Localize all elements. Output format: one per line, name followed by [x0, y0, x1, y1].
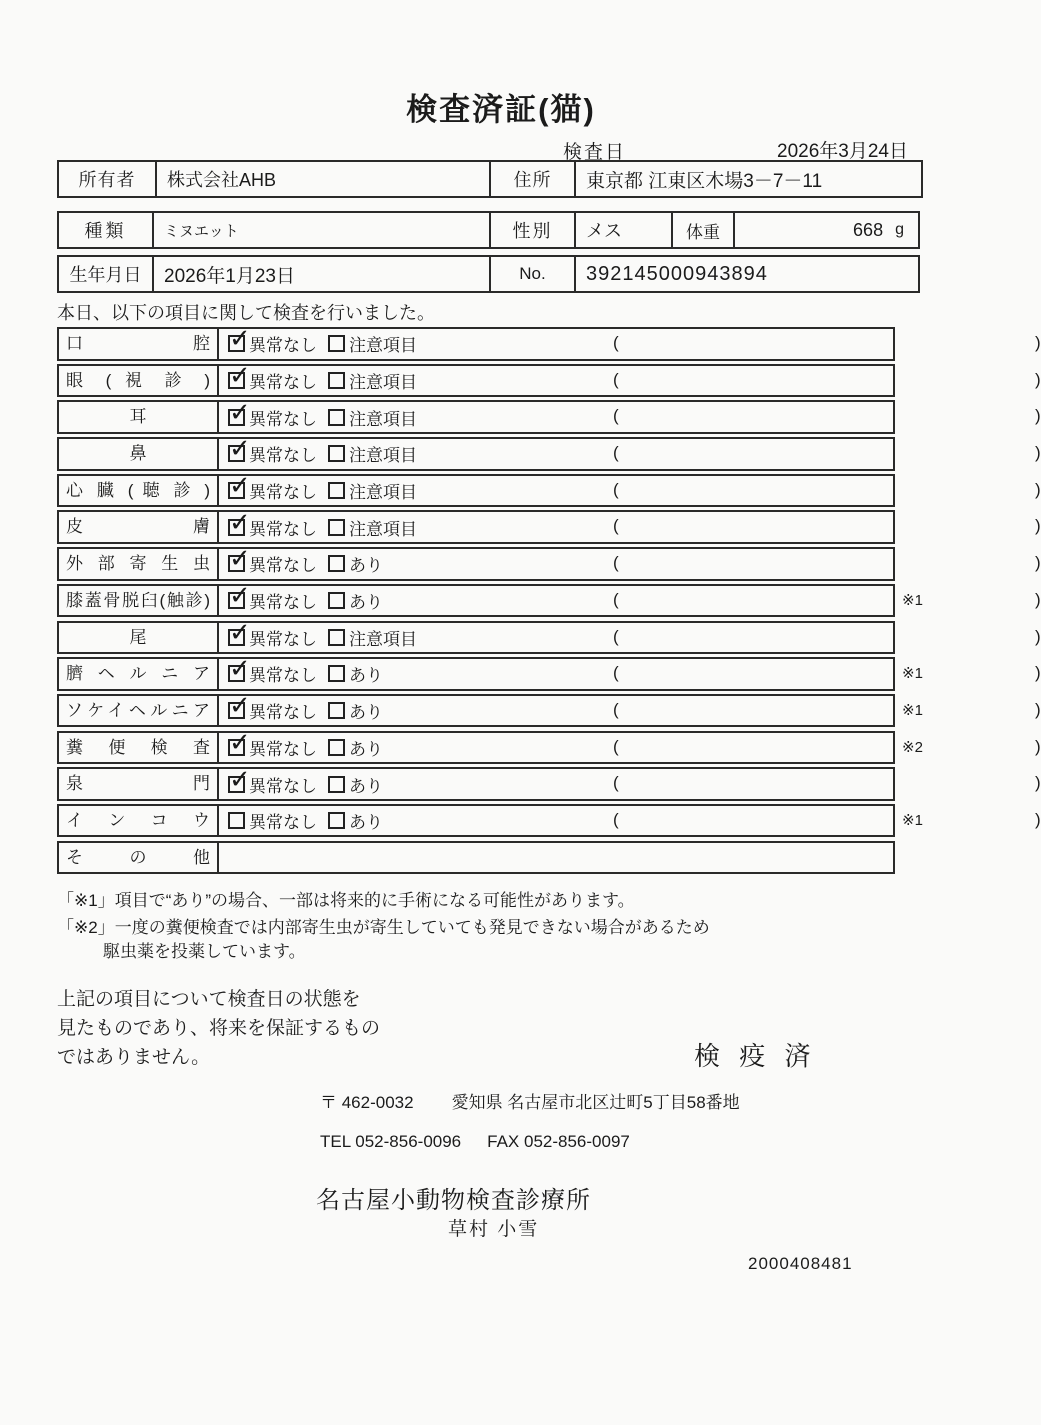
- result-ok-label: 異常なし: [249, 556, 317, 576]
- exam-row-content: [219, 366, 1041, 396]
- paren-open: (: [613, 443, 619, 463]
- exam-row: [57, 841, 895, 875]
- result-alt-label: あり: [349, 556, 383, 576]
- exam-row: [57, 584, 1041, 618]
- result-alt-label: あり: [349, 813, 383, 833]
- clinic-tel-line: [320, 1132, 630, 1152]
- result-ok-group: [228, 661, 328, 686]
- checkbox-empty-icon: [328, 409, 345, 426]
- disclaimer: [57, 985, 380, 1072]
- result-alt-label: あり: [349, 776, 383, 796]
- exam-row-label: 外 部 寄 生 虫: [59, 549, 219, 579]
- owner-label: 所有者: [59, 162, 157, 196]
- exam-row-label: 眼 ( 視 診 ): [59, 366, 219, 396]
- result-alt-label: 注意項目: [349, 409, 417, 429]
- paren-open: (: [613, 663, 619, 683]
- paren-close: ): [1035, 443, 1041, 463]
- checkbox-empty-icon: [328, 665, 345, 682]
- page-title: 検査済証(猫): [406, 92, 596, 127]
- footnote-2-cont: 駆虫薬を投薬しています。: [103, 942, 306, 961]
- paren-close: ): [1035, 406, 1041, 426]
- result-ok-group: [228, 772, 328, 797]
- result-alt-label: 注意項目: [349, 336, 417, 356]
- footnote-ref: ※1: [902, 665, 923, 683]
- checkbox-checked-icon: [228, 776, 245, 793]
- result-ok-label: 異常なし: [249, 629, 317, 649]
- exam-row-content: [219, 549, 1041, 579]
- paren-close: ): [1035, 553, 1041, 573]
- result-alt-label: 注意項目: [349, 446, 417, 466]
- result-ok-group: [228, 625, 328, 650]
- result-ok-label: 異常なし: [249, 703, 317, 723]
- checkbox-checked-icon: [228, 335, 245, 352]
- footnote-ref: ※1: [902, 701, 923, 719]
- checkbox-empty-icon: [328, 739, 345, 756]
- checkbox-empty-icon: [328, 592, 345, 609]
- result-ok-group: [228, 698, 328, 723]
- paren-close: ): [1035, 369, 1041, 389]
- exam-row-content: [219, 512, 1041, 542]
- exam-row-content: [219, 329, 1041, 359]
- paren-open: (: [613, 699, 619, 719]
- clinic-name: 名古屋小動物検査診療所: [316, 1187, 591, 1214]
- checkbox-checked-icon: [228, 445, 245, 462]
- result-alt-label: 注意項目: [349, 629, 417, 649]
- checkbox-checked-icon: [228, 555, 245, 572]
- paren-close: ): [1035, 333, 1041, 352]
- exam-row-label: そ の 他: [59, 843, 219, 873]
- result-alt-group: [328, 661, 383, 686]
- exam-row-content: [219, 843, 893, 873]
- checkbox-checked-icon: [228, 482, 245, 499]
- weight-number: 668: [853, 219, 884, 240]
- exam-row-label: 口 腔: [59, 329, 219, 359]
- result-ok-group: [228, 515, 328, 540]
- result-alt-group: [328, 588, 383, 613]
- paren-close: ): [1035, 663, 1041, 683]
- paren-open: (: [613, 553, 619, 573]
- checkbox-checked-icon: [228, 592, 245, 609]
- checkbox-checked-icon: [228, 372, 245, 389]
- checkbox-empty-icon: [228, 812, 245, 829]
- exam-row-content: [219, 659, 1041, 689]
- footnote-ref: ※1: [902, 591, 923, 609]
- result-alt-group: [328, 625, 417, 650]
- inspection-date-value: 2026年3月24日: [777, 141, 908, 162]
- exam-row: [57, 474, 1041, 508]
- result-alt-label: あり: [349, 703, 383, 723]
- disclaimer-line-2: 見たものであり、将来を保証するもの: [57, 1018, 381, 1039]
- exam-row-label: 心 臓 ( 聴 診 ): [59, 476, 219, 506]
- exam-row: [57, 731, 1041, 765]
- owner-address-table: [57, 160, 923, 198]
- checkbox-checked-icon: [228, 702, 245, 719]
- exam-row-label: 皮 膚: [59, 512, 219, 542]
- exam-row-content: [219, 586, 1041, 616]
- paren-close: ): [1035, 699, 1041, 719]
- exam-row: [57, 547, 1041, 581]
- clinic-address: 愛知県 名古屋市北区辻町5丁目58番地: [451, 1093, 740, 1112]
- result-ok-label: 異常なし: [249, 336, 317, 356]
- exam-row-content: [219, 402, 1041, 432]
- result-alt-label: あり: [349, 739, 383, 759]
- paren-open: (: [613, 626, 619, 646]
- breed-value: ミヌエット: [154, 213, 491, 247]
- checkbox-checked-icon: [228, 629, 245, 646]
- result-ok-group: [228, 405, 328, 430]
- checkbox-empty-icon: [328, 519, 345, 536]
- checkbox-checked-icon: [228, 519, 245, 536]
- result-alt-group: [328, 405, 417, 430]
- result-ok-group: [228, 368, 328, 393]
- sex-label: 性別: [491, 213, 576, 247]
- result-ok-label: 異常なし: [249, 483, 317, 502]
- result-ok-label: 異常なし: [249, 666, 317, 686]
- paren-close: ): [1035, 479, 1041, 499]
- exam-row-label: 鼻: [59, 439, 219, 469]
- address-label: 住所: [491, 162, 576, 196]
- birth-label: 生年月日: [59, 257, 154, 291]
- address-value: 東京都 江東区木場3－7－11: [586, 170, 823, 192]
- breed-sex-weight-table: [57, 211, 920, 249]
- exam-row: [57, 657, 1041, 691]
- paren-close: ): [1035, 736, 1041, 756]
- exam-row: [57, 327, 1041, 361]
- exam-row: [57, 767, 1041, 801]
- result-alt-group: [328, 368, 417, 393]
- paren-close: ): [1035, 626, 1041, 646]
- result-ok-group: [228, 478, 328, 503]
- paren-open: (: [613, 589, 619, 609]
- exam-row-label: 尾: [59, 623, 219, 653]
- checkbox-empty-icon: [328, 812, 345, 829]
- checkbox-empty-icon: [328, 372, 345, 389]
- result-ok-group: [228, 588, 328, 613]
- weight-unit: g: [895, 221, 904, 238]
- footnote-1: 「※1」項目で“あり”の場合、一部は将来的に手術になる可能性があります。: [57, 891, 635, 910]
- weight-label: 体重: [673, 213, 735, 247]
- footnote-2: 「※2」一度の糞便検査では内部寄生虫が寄生していても発見できない場合があるため: [57, 918, 710, 937]
- disclaimer-line-1: 上記の項目について検査日の状態を: [57, 989, 361, 1010]
- exam-row-content: [219, 696, 1041, 726]
- serial-number: 2000408481: [748, 1254, 853, 1273]
- result-alt-group: [328, 515, 417, 540]
- result-ok-label: 異常なし: [249, 739, 317, 759]
- owner-value: 株式会社AHB: [157, 162, 491, 196]
- result-alt-group: [328, 478, 417, 503]
- exam-row-label: イ ン コ ウ: [59, 806, 219, 836]
- paren-open: (: [613, 406, 619, 426]
- weight-value: [735, 213, 918, 247]
- result-ok-group: [228, 441, 328, 466]
- exam-row-label: 臍 ヘ ル ニ ア: [59, 659, 219, 689]
- exam-row-content: [219, 439, 1041, 469]
- paren-open: (: [613, 516, 619, 536]
- veterinarian-name: 草村 小雪: [448, 1219, 540, 1240]
- birth-value: 2026年1月23日: [154, 257, 491, 291]
- paren-open: (: [613, 479, 619, 499]
- exam-row: [57, 400, 1041, 434]
- exam-row-content: [219, 733, 1041, 763]
- checkbox-checked-icon: [228, 739, 245, 756]
- exam-row: [57, 364, 1041, 398]
- sex-value: メス: [576, 213, 673, 247]
- result-alt-label: 注意項目: [349, 372, 417, 392]
- exam-table: [57, 327, 1041, 877]
- exam-row-label: 膝蓋骨脱臼(触診): [59, 586, 219, 616]
- result-ok-group: [228, 735, 328, 760]
- result-alt-group: [328, 772, 383, 797]
- exam-row-content: [219, 623, 1041, 653]
- checkbox-empty-icon: [328, 335, 345, 352]
- inspection-date-label: 検査日: [563, 142, 627, 163]
- result-ok-label: 異常なし: [249, 409, 317, 429]
- exam-row-content: [219, 806, 1041, 836]
- footnote-ref: ※2: [902, 738, 923, 756]
- disclaimer-line-3: ではありません。: [57, 1047, 211, 1068]
- result-alt-label: あり: [349, 666, 383, 686]
- checkbox-empty-icon: [328, 445, 345, 462]
- result-ok-label: 異常なし: [249, 519, 317, 539]
- checkbox-empty-icon: [328, 482, 345, 499]
- breed-label: 種類: [59, 213, 154, 247]
- clinic-postal-line: [320, 1088, 740, 1113]
- exam-row-label: ソケイヘルニア: [59, 696, 219, 726]
- paren-close: ): [1035, 589, 1041, 609]
- result-ok-label: 異常なし: [249, 593, 317, 613]
- checkbox-empty-icon: [328, 702, 345, 719]
- exam-row-content: [219, 769, 1041, 799]
- result-alt-label: 注意項目: [349, 519, 417, 539]
- microchip-no-value: 392145000943894: [586, 262, 768, 285]
- birth-number-table: [57, 255, 920, 293]
- exam-row: [57, 510, 1041, 544]
- checkbox-empty-icon: [328, 776, 345, 793]
- result-alt-label: あり: [349, 593, 383, 613]
- paren-open: (: [613, 333, 619, 352]
- exam-row-label: 耳: [59, 402, 219, 432]
- exam-row-label: 糞 便 検 査: [59, 733, 219, 763]
- paren-open: (: [613, 369, 619, 389]
- paren-open: (: [613, 809, 619, 829]
- checkbox-checked-icon: [228, 665, 245, 682]
- exam-row-label: 泉 門: [59, 769, 219, 799]
- result-ok-group: [228, 808, 328, 833]
- result-ok-label: 異常なし: [249, 372, 317, 392]
- result-ok-label: 異常なし: [249, 813, 317, 833]
- clinic-postal-code: 〒 462-0032: [320, 1093, 414, 1112]
- exam-row: [57, 804, 1041, 838]
- exam-row-content: [219, 476, 1041, 506]
- result-ok-label: 異常なし: [249, 776, 317, 796]
- footnote-ref: ※1: [902, 811, 923, 829]
- checkbox-empty-icon: [328, 629, 345, 646]
- result-alt-group: [328, 441, 417, 466]
- checkbox-checked-icon: [228, 409, 245, 426]
- paren-close: ): [1035, 516, 1041, 536]
- result-ok-group: [228, 551, 328, 576]
- result-ok-label: 異常なし: [249, 446, 317, 466]
- clinic-fax: FAX 052-856-0097: [487, 1132, 630, 1151]
- result-alt-group: [328, 698, 383, 723]
- checkbox-empty-icon: [328, 555, 345, 572]
- paren-open: (: [613, 773, 619, 793]
- result-alt-group: [328, 331, 417, 356]
- intro-sentence: 本日、以下の項目に関して検査を行いました。: [57, 303, 435, 323]
- paren-close: ): [1035, 809, 1041, 829]
- exam-row: [57, 694, 1041, 728]
- quarantine-stamp: 検 疫 済: [694, 1041, 817, 1071]
- result-ok-group: [228, 331, 328, 356]
- paren-close: ): [1035, 773, 1041, 793]
- result-alt-group: [328, 808, 383, 833]
- microchip-no-label: No.: [491, 257, 576, 291]
- clinic-tel: TEL 052-856-0096: [320, 1132, 462, 1151]
- result-alt-group: [328, 551, 383, 576]
- result-alt-group: [328, 735, 383, 760]
- exam-row: [57, 437, 1041, 471]
- result-alt-label: 注意項目: [349, 483, 417, 502]
- exam-row: [57, 621, 1041, 655]
- paren-open: (: [613, 736, 619, 756]
